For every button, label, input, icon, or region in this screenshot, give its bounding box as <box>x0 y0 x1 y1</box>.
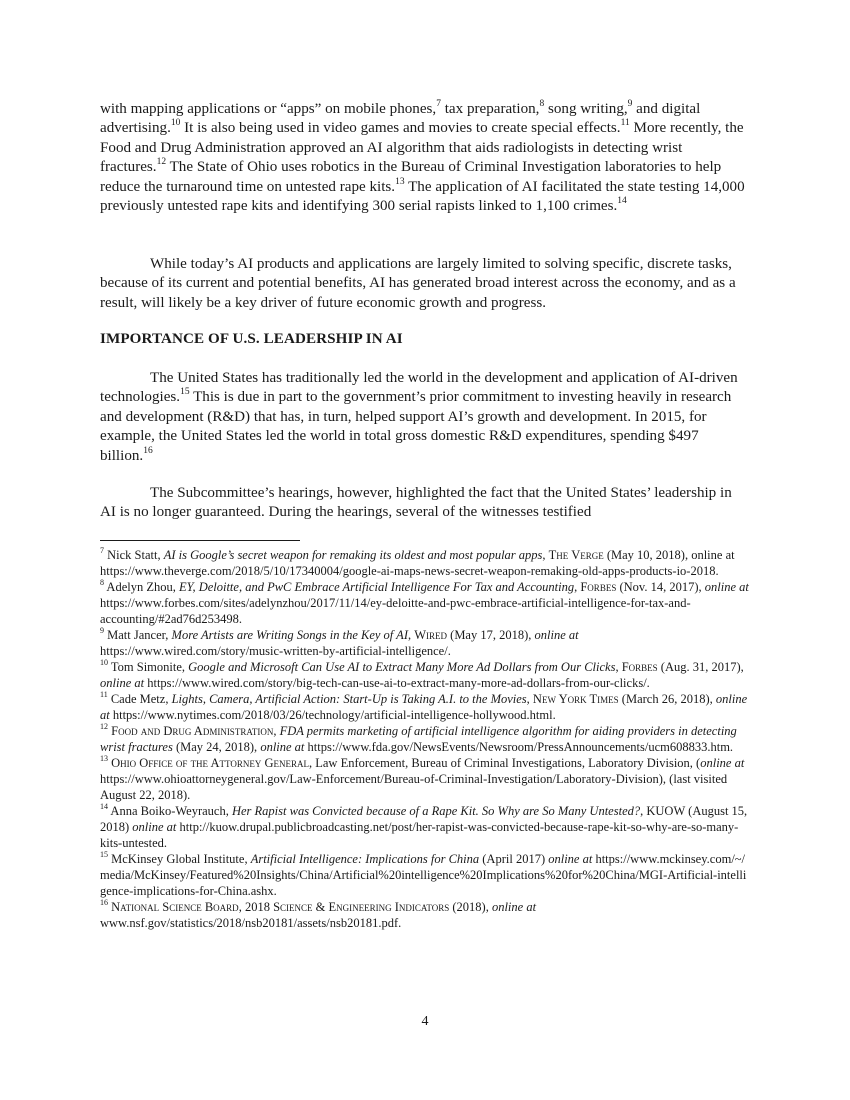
fn-text: (Aug. 31, 2017), <box>657 660 744 674</box>
text-run: with mapping applications or “apps” on mobile phones, <box>100 101 437 117</box>
fn-publication: Science & Engineering Indicators <box>273 900 450 914</box>
fn-online-at: online at <box>534 628 579 642</box>
fn-publication: Food and Drug Administration <box>111 724 274 738</box>
fn-text: , Law Enforcement, Bureau of Criminal Investigations, Laboratory Division, ( <box>309 756 701 770</box>
fn-link[interactable]: https://www.fda.gov/NewsEvents/Newsroom/PressAnnouncements/ucm608833.htm. <box>304 740 734 754</box>
footnote-13 <box>100 755 750 803</box>
fn-title: Lights, Camera, Artificial Action: Start-Up is Taking A.I. to the Movies <box>171 692 527 706</box>
fn-publication: Wired <box>414 628 448 642</box>
footnote-number: 16 <box>100 897 108 907</box>
footnote-ref[interactable]: 7 <box>436 98 441 109</box>
fn-text: Matt Jancer, <box>104 628 172 642</box>
fn-text: Cade Metz, <box>107 692 172 706</box>
text-run: The United States has traditionally led the world in the development and application of AI-driven technologies. <box>100 370 738 406</box>
fn-text: Nick Statt, <box>104 548 164 562</box>
text-run: The State of Ohio uses robotics in the Bureau of Criminal Investigation laboratories to help reduce the turnaround time on untested rape kits. <box>100 159 722 195</box>
footnote-number: 12 <box>100 721 108 731</box>
footnote-number: 10 <box>100 657 108 667</box>
fn-online-at: online at <box>100 692 748 722</box>
section-heading: IMPORTANCE OF U.S. LEADERSHIP IN AI <box>100 331 403 347</box>
fn-link[interactable]: http://kuow.drupal.publicbroadcasting.net/post/her-rapist-was-convicted-because-rape-kit-so-why-are-so-many-kits-untested. <box>100 820 739 850</box>
fn-text: (May 17, 2018), <box>447 628 535 642</box>
footnote-11 <box>100 691 750 723</box>
fn-text: McKinsey Global Institute, <box>108 852 251 866</box>
footnote-number: 9 <box>100 625 104 635</box>
text-run: and digital advertising. <box>100 101 701 137</box>
footnote-ref[interactable]: 9 <box>627 98 633 109</box>
fn-online-at: online at <box>260 740 305 754</box>
footnote-separator <box>100 540 300 541</box>
fn-text: , <box>273 724 280 738</box>
fn-title: Artificial Intelligence: Implications for China <box>250 852 480 866</box>
fn-link[interactable]: https://www.wired.com/story/music-written-by-artificial-intelligence/. <box>100 644 451 658</box>
fn-link[interactable]: https://www.wired.com/story/big-tech-can-use-ai-to-extract-many-more-ad-dollars-from-our-clicks/. <box>144 676 650 690</box>
footnote-ref[interactable]: 12 <box>156 157 167 168</box>
text-run: The application of AI facilitated the state testing 14,000 previously untested rape kits and identifying 300 serial rapists linked to 1,100 crimes. <box>100 178 745 215</box>
fn-link[interactable]: https://www.ohioattorneygeneral.gov/Law-Enforcement/Bureau-of-Criminal-Investigation/Laboratory-Division), (last visited August 22, 2018). <box>100 772 728 802</box>
fn-publication: Ohio Office of the Attorney General <box>111 756 309 770</box>
fn-online-at: online at <box>132 820 177 834</box>
footnote-8 <box>100 579 750 627</box>
fn-online-at: online at <box>100 676 145 690</box>
footnote-14 <box>100 803 750 851</box>
fn-link[interactable]: https://www.mckinsey.com/~/media/McKinsey/Featured%20Insights/China/Artificial%20intelligence%20Implications%20for%20China/MGI-Artificial-intelligence-implications-for-China.ashx. <box>100 852 747 898</box>
fn-link[interactable]: (May 10, 2018), online at https://www.theverge.com/2018/5/10/17340004/google-ai-maps-news-secret-weapon-remaking-old-apps-products-io-2018. <box>100 548 735 578</box>
footnote-ref[interactable]: 8 <box>539 98 545 109</box>
fn-text: , <box>615 660 622 674</box>
text-run: song writing, <box>544 101 628 117</box>
text-run: While today’s AI products and applications are largely limited to solving specific, discrete tasks, because of its current and potential benefits, AI has generated broad interest across the economy, and as a result, will likely be a key driver of future economic growth and progress. <box>100 256 736 311</box>
fn-publication: Forbes <box>621 660 658 674</box>
footnote-15 <box>100 851 750 899</box>
fn-title: AI is Google’s secret weapon for remaking its oldest and most popular apps <box>163 548 543 562</box>
fn-publication: Forbes <box>580 580 617 594</box>
fn-text: (2018), <box>449 900 492 914</box>
fn-publication: National Science Board <box>111 900 239 914</box>
fn-publication: New York Times <box>532 692 619 706</box>
fn-title: More Artists are Writing Songs in the Key of AI <box>171 628 408 642</box>
fn-text: Tom Simonite, <box>108 660 189 674</box>
footnote-number: 13 <box>100 753 108 763</box>
footnote-ref[interactable]: 13 <box>395 176 405 187</box>
footnote-12 <box>100 723 750 755</box>
footnote-number: 8 <box>100 577 104 587</box>
fn-title: EY, Deloitte, and PwC Embrace Artificial Intelligence For Tax and Accounting <box>179 580 575 594</box>
footnote-number: 7 <box>100 545 104 555</box>
body-paragraph-1 <box>100 100 750 216</box>
footnote-ref[interactable]: 16 <box>143 445 153 456</box>
fn-text: (Nov. 14, 2017), <box>616 580 705 594</box>
fn-text: , 2018 <box>238 900 274 914</box>
footnote-9 <box>100 627 750 659</box>
fn-text: , <box>526 692 533 706</box>
body-paragraph-4 <box>100 484 750 523</box>
fn-link[interactable]: https://www.forbes.com/sites/adelynzhou/2017/11/14/ey-deloitte-and-pwc-embrace-artificial-intelligence-for-tax-and-accounting/#2ad76d253498. <box>100 596 691 626</box>
footnotes <box>100 547 750 931</box>
text-run: tax preparation, <box>440 101 540 117</box>
fn-title: Her Rapist was Convicted because of a Rape Kit. So Why are So Many Untested? <box>231 804 641 818</box>
fn-text: (April 2017) <box>479 852 549 866</box>
fn-text: , <box>542 548 549 562</box>
body-paragraph-3 <box>100 369 750 466</box>
fn-title: Google and Microsoft Can Use AI to Extract Many More Ad Dollars from Our Clicks <box>188 660 616 674</box>
footnote-number: 15 <box>100 849 108 859</box>
fn-online-at: online at <box>548 852 593 866</box>
footnote-ref[interactable]: 11 <box>620 118 630 129</box>
text-run: This is due in part to the government’s prior commitment to investing heavily in research and development (R&D) that has, in turn, helped support AI’s growth and development. In 2015, for example, the United States led the world in total gross domestic R&D expenditures, spending $497 billion. <box>100 389 732 464</box>
fn-online-at: online at <box>704 580 749 594</box>
footnote-ref[interactable]: 10 <box>170 118 181 129</box>
footnote-number: 11 <box>100 689 108 699</box>
text-run: More recently, the Food and Drug Administration approved an AI algorithm that aids radiologists in detecting wrist fractures. <box>100 120 744 176</box>
fn-text: , <box>574 580 581 594</box>
footnote-7 <box>100 547 750 579</box>
fn-text: (May 24, 2018), <box>172 740 261 754</box>
fn-text: (March 26, 2018), <box>618 692 716 706</box>
body-paragraph-2 <box>100 255 750 313</box>
fn-text: , KUOW (August 15, 2018) <box>100 804 748 834</box>
fn-text: Anna Boiko-Weyrauch, <box>108 804 232 818</box>
fn-link[interactable]: https://www.nytimes.com/2018/03/26/technology/artificial-intelligence-hollywood.html. <box>109 708 556 722</box>
fn-online-at: online at <box>491 900 537 914</box>
footnote-16 <box>100 899 750 931</box>
footnote-10 <box>100 659 750 691</box>
page-number: 4 <box>421 1014 429 1029</box>
footnote-ref[interactable]: 14 <box>617 196 627 206</box>
fn-title: FDA permits marketing of artificial intelligence algorithm for aiding providers in detecting wrist fractures <box>100 724 737 754</box>
fn-online-at: online at <box>700 756 745 770</box>
footnote-number: 14 <box>100 801 108 811</box>
fn-publication: The Verge <box>548 548 604 562</box>
fn-link[interactable]: www.nsf.gov/statistics/2018/nsb20181/assets/nsb20181.pdf. <box>100 916 402 930</box>
fn-text: Adelyn Zhou, <box>104 580 179 594</box>
fn-text: , <box>407 628 415 642</box>
text-run: The Subcommittee’s hearings, however, highlighted the fact that the United States’ leadership in AI is no longer guaranteed. During the hearings, several of the witnesses testified <box>100 485 732 521</box>
text-run: It is also being used in video games and movies to create special effects. <box>180 120 621 137</box>
footnote-ref[interactable]: 15 <box>180 387 190 398</box>
